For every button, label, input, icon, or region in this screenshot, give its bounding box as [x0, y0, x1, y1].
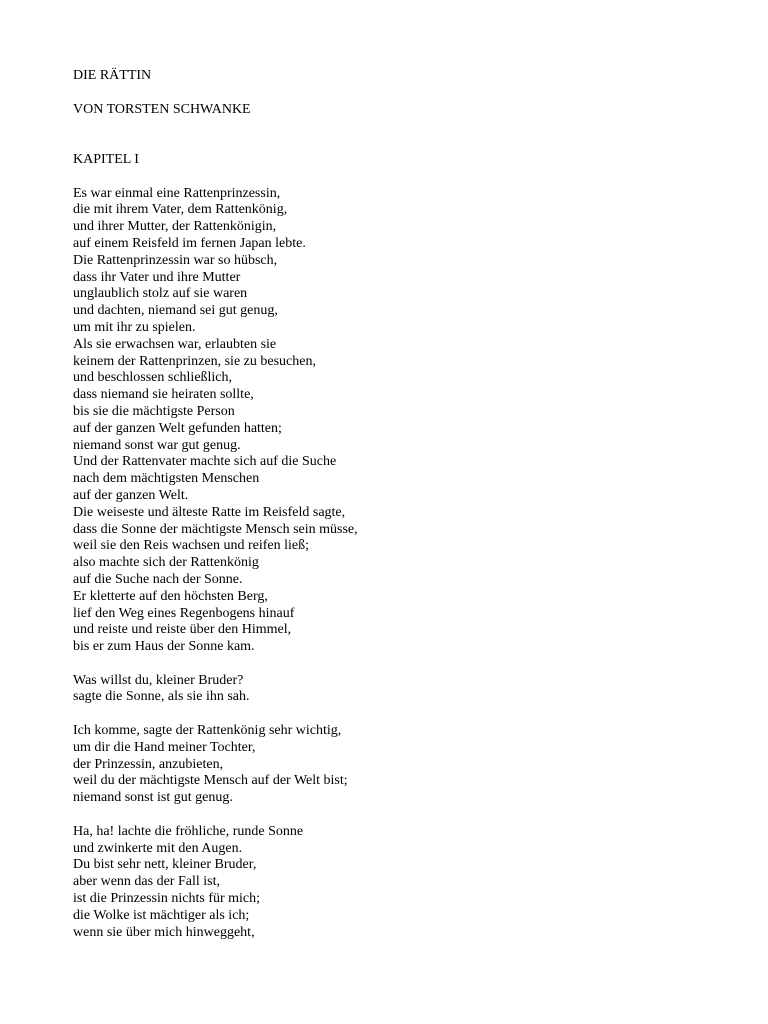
- poem-line: weil du der mächtigste Mensch auf der Welt bist;: [73, 773, 348, 789]
- poem-line: Ich komme, sagte der Rattenkönig sehr wichtig,: [73, 723, 342, 739]
- poem-line: bis er zum Haus der Sonne kam.: [73, 639, 255, 655]
- poem-line: sagte die Sonne, als sie ihn sah.: [73, 689, 250, 705]
- poem-line: Was willst du, kleiner Bruder?: [73, 672, 244, 688]
- poem-line: Es war einmal eine Rattenprinzessin,: [73, 185, 281, 201]
- poem-line: weil sie den Reis wachsen und reifen ließ;: [73, 538, 309, 554]
- poem-line: also machte sich der Rattenkönig: [73, 555, 259, 571]
- poem-line: die Wolke ist mächtiger als ich;: [73, 907, 250, 923]
- poem-line: aber wenn das der Fall ist,: [73, 874, 220, 890]
- poem-line: und reiste und reiste über den Himmel,: [73, 622, 292, 638]
- poem-line: und dachten, niemand sei gut genug,: [73, 303, 278, 319]
- poem-line: auf die Suche nach der Sonne.: [73, 571, 243, 587]
- poem-line: niemand sonst war gut genug.: [73, 437, 241, 453]
- poem-line: Und der Rattenvater machte sich auf die Suche: [73, 454, 337, 470]
- poem-line: keinem der Rattenprinzen, sie zu besuchen,: [73, 353, 316, 369]
- poem-line: niemand sonst ist gut genug.: [73, 790, 233, 806]
- stanza: [73, 673, 733, 707]
- poem-line: dass die Sonne der mächtigste Mensch sein müsse,: [73, 521, 358, 537]
- poem-line: nach dem mächtigsten Menschen: [73, 471, 260, 487]
- poem-line: um dir die Hand meiner Tochter,: [73, 739, 256, 755]
- poem-line: und zwinkerte mit den Augen.: [73, 840, 243, 856]
- poem-body: [73, 186, 733, 942]
- poem-line: Er kletterte auf den höchsten Berg,: [73, 588, 268, 604]
- poem-line: auf der ganzen Welt.: [73, 487, 189, 503]
- document-author: VON TORSTEN SCHWANKE: [73, 101, 251, 117]
- chapter-heading: KAPITEL I: [73, 151, 139, 167]
- stanza: [73, 186, 733, 656]
- poem-line: Die Rattenprinzessin war so hübsch,: [73, 252, 278, 268]
- poem-line: dass niemand sie heiraten sollte,: [73, 387, 254, 403]
- poem-line: dass ihr Vater und ihre Mutter: [73, 269, 241, 285]
- poem-line: auf der ganzen Welt gefunden hatten;: [73, 420, 282, 436]
- stanza: [73, 723, 733, 807]
- poem-line: und beschlossen schließlich,: [73, 370, 233, 386]
- poem-line: Ha, ha! lachte die fröhliche, runde Sonne: [73, 823, 304, 839]
- poem-line: und ihrer Mutter, der Rattenkönigin,: [73, 219, 277, 235]
- poem-line: lief den Weg eines Regenbogens hinauf: [73, 605, 295, 621]
- poem-line: ist die Prinzessin nichts für mich;: [73, 891, 261, 907]
- poem-line: auf einem Reisfeld im fernen Japan lebte.: [73, 235, 306, 251]
- poem-line: unglaublich stolz auf sie waren: [73, 286, 248, 302]
- document-page: [73, 68, 733, 958]
- poem-line: die mit ihrem Vater, dem Rattenkönig,: [73, 202, 288, 218]
- stanza: [73, 824, 733, 942]
- poem-line: der Prinzessin, anzubieten,: [73, 756, 224, 772]
- document-title: DIE RÄTTIN: [73, 68, 152, 83]
- poem-line: Als sie erwachsen war, erlaubten sie: [73, 336, 277, 352]
- poem-line: Du bist sehr nett, kleiner Bruder,: [73, 857, 257, 873]
- poem-line: bis sie die mächtigste Person: [73, 403, 235, 419]
- poem-line: um mit ihr zu spielen.: [73, 319, 196, 335]
- poem-line: wenn sie über mich hinweggeht,: [73, 924, 255, 940]
- poem-line: Die weiseste und älteste Ratte im Reisfeld sagte,: [73, 504, 346, 520]
